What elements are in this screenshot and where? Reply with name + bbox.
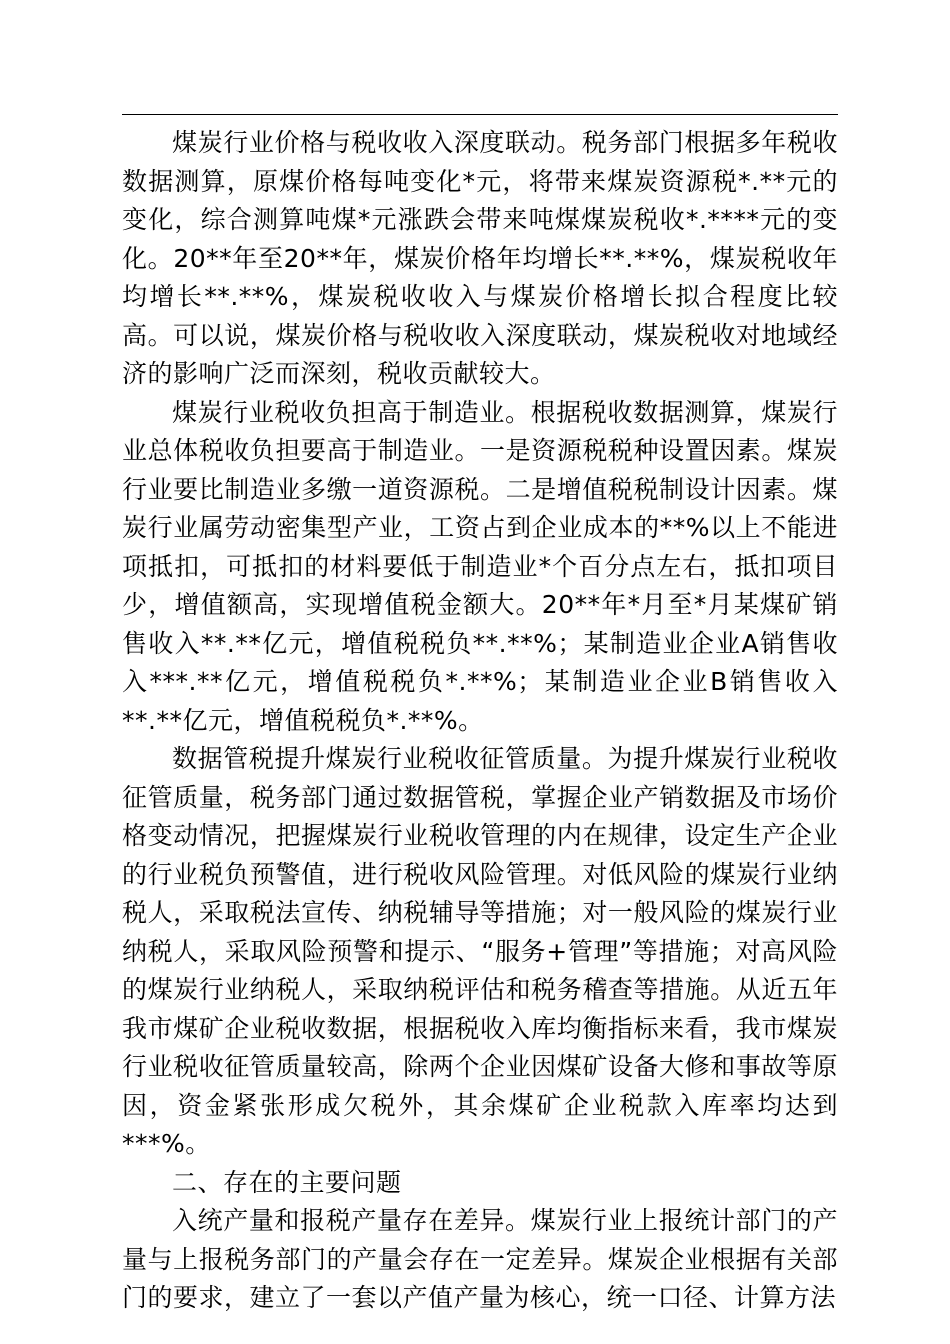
- section-heading-main-problems: 二、存在的主要问题: [172, 1167, 402, 1197]
- document-body: [122, 124, 838, 1318]
- header-rule: [122, 114, 838, 115]
- paragraph-data-governance: 数据管税提升煤炭行业税收征管质量。为提升煤炭行业税收征管质量，税务部门通过数据管税，掌握企业产销数据及市场价格变动情况，把握煤炭行业税收管理的内在规律，设定生产企业的行业税负预警值，进行税收风险管理。对低风险的煤炭行业纳税人，采取税法宣传、纳税辅导等措施；对一般风险的煤炭行业纳税人，采取风险预警和提示、“服务+管理”等措施；对高风险的煤炭行业纳税人，采取纳税评估和税务稽查等措施。从近五年我市煤矿企业税收数据，根据税收入库均衡指标来看，我市煤炭行业税收征管质量较高，除两个企业因煤矿设备大修和事故等原因，资金紧张形成欠税外，其余煤矿企业税款入库率均达到***%。: [122, 744, 838, 1158]
- paragraph-output-discrepancy: 入统产量和报税产量存在差异。煤炭行业上报统计部门的产量与上报税务部门的产量会存在一定差异。煤炭企业根据有关部门的要求，建立了一套以产值产量为核心，统一口径、计算方法: [122, 1206, 838, 1312]
- paragraph-price-revenue-linkage: 煤炭行业价格与税收收入深度联动。税务部门根据多年税收数据测算，原煤价格每吨变化*元，将带来煤炭资源税*.**元的变化，综合测算吨煤*元涨跌会带来吨煤煤炭税收*.****元的变化。20**年至20**年，煤炭价格年均增长**.**%，煤炭税收年均增长**.**%，煤炭税收收入与煤炭价格增长拟合程度比较高。可以说，煤炭价格与税收收入深度联动，煤炭税收对地域经济的影响广泛而深刻，税收贡献较大。: [122, 128, 838, 388]
- paragraph-tax-burden: 煤炭行业税收负担高于制造业。根据税收数据测算，煤炭行业总体税收负担要高于制造业。一是资源税税种设置因素。煤炭行业要比制造业多缴一道资源税。二是增值税税制设计因素。煤炭行业属劳动密集型产业，工资占到企业成本的**%以上不能进项抵扣，可抵扣的材料要低于制造业*个百分点左右，抵扣项目少，增值额高，实现增值税金额大。20**年*月至*月某煤矿销售收入**.**亿元，增值税税负**.**%；某制造业企业A销售收入***.**亿元，增值税税负*.**%；某制造业企业B销售收入**.**亿元，增值税税负*.**%。: [122, 397, 838, 735]
